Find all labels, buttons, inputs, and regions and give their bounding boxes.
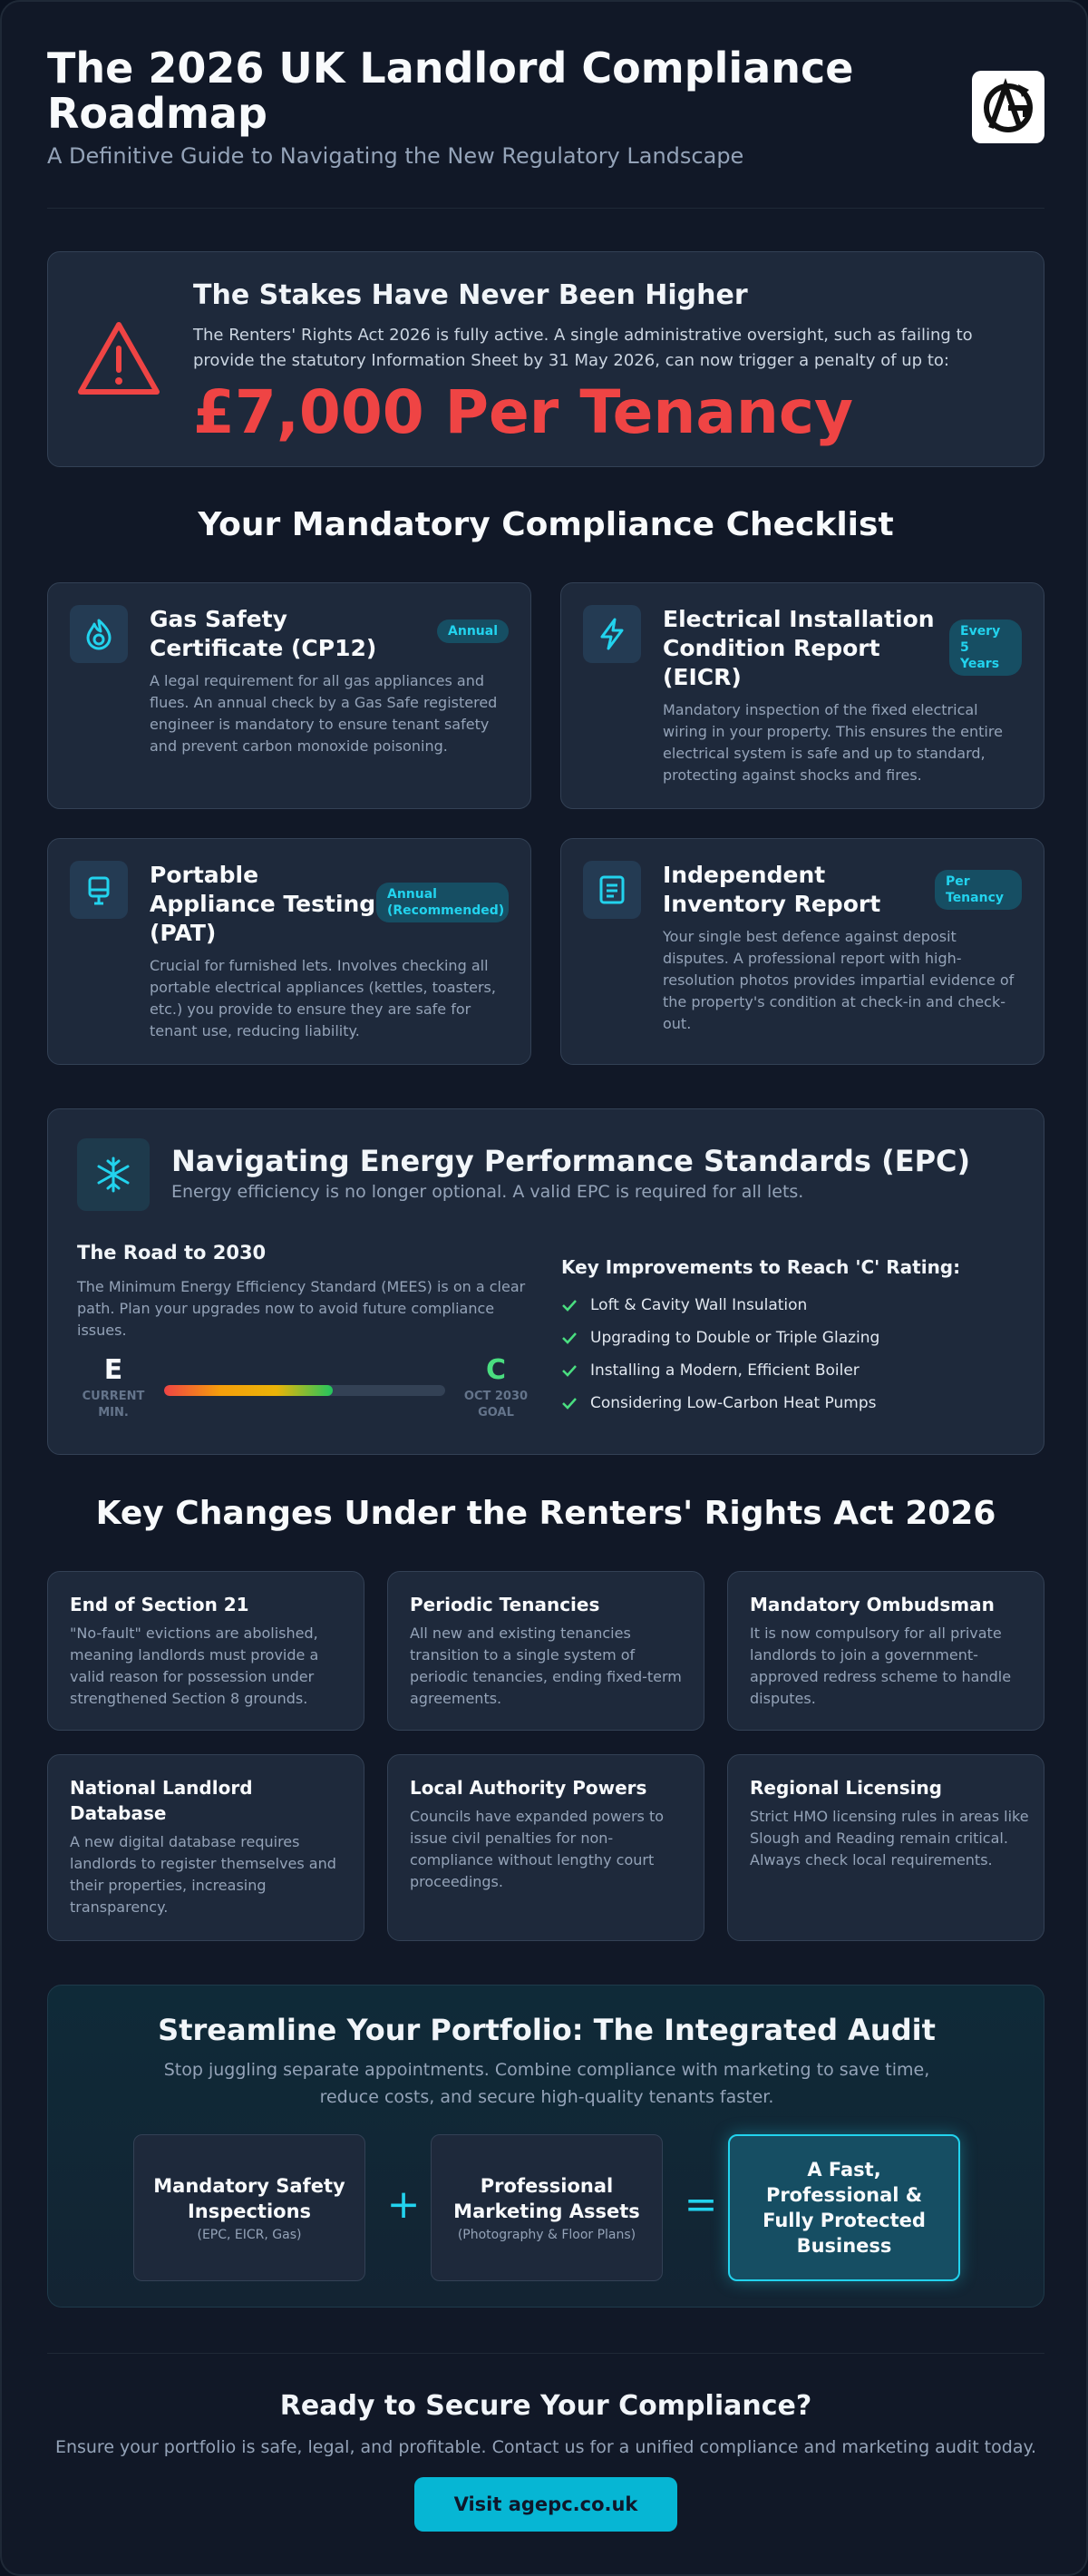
goal-rating-label: OCT 2030 GOAL xyxy=(463,1390,529,1420)
change-title: Mandatory Ombudsman xyxy=(750,1594,995,1615)
marketing-assets-box xyxy=(431,2134,663,2281)
frequency-badge: Every 5 Years xyxy=(949,620,1022,676)
ag-logo-icon xyxy=(978,77,1038,137)
epc-progress-fill xyxy=(164,1385,333,1396)
improvements-list xyxy=(561,1289,879,1420)
check-icon xyxy=(561,1330,578,1346)
stakes-text: The Renters' Rights Act 2026 is fully active. A single administrative oversight, such as failing to provide the statutory Information Sheet by 31 May 2026, can now trigger a penalty of up to: xyxy=(193,326,973,370)
improvement-label: Installing a Modern, Efficient Boiler xyxy=(590,1361,860,1380)
plug-icon xyxy=(70,861,128,919)
equals-icon: = xyxy=(684,2181,718,2228)
lightning-icon xyxy=(583,605,641,663)
snowflake-icon xyxy=(77,1138,150,1211)
epc-title: Navigating Energy Performance Standards (EPC) xyxy=(171,1144,971,1178)
checklist-item-title: Portable Appliance Testing (PAT) xyxy=(150,862,376,946)
check-icon xyxy=(561,1395,578,1411)
checklist-item-inventory xyxy=(560,838,1044,1065)
change-card-local-authority xyxy=(387,1754,704,1941)
result-text: A Fast, Professional & Fully Protected Business xyxy=(763,2159,926,2257)
change-card-ombudsman xyxy=(727,1571,1044,1731)
epc-card xyxy=(47,1108,1044,1455)
change-title: Local Authority Powers xyxy=(410,1777,647,1799)
current-rating-label: CURRENT MIN. xyxy=(82,1390,145,1420)
audit-title: Streamline Your Portfolio: The Integrated Audit xyxy=(158,2013,936,2047)
safety-inspections-box xyxy=(133,2134,365,2281)
box-subtitle: (EPC, EICR, Gas) xyxy=(197,2228,302,2242)
change-text: It is now compulsory for all private landlords to join a government-approved redress scheme to handle disputes. xyxy=(750,1625,1012,1707)
change-text: Strict HMO licensing rules in areas like Slough and Reading remain critical. Always check local requirements. xyxy=(750,1808,1029,1869)
header xyxy=(47,45,1044,209)
frequency-badge: Annual xyxy=(437,620,509,643)
box-title: Professional Marketing Assets xyxy=(453,2175,640,2222)
change-title: Periodic Tenancies xyxy=(410,1594,600,1615)
improvement-label: Loft & Cavity Wall Insulation xyxy=(590,1296,808,1314)
change-text: All new and existing tenancies transition to a single system of periodic tenancies, ending fixed-term agreements. xyxy=(410,1625,682,1707)
change-title: End of Section 21 xyxy=(70,1594,249,1615)
checklist-title: Your Mandatory Compliance Checklist xyxy=(198,506,894,543)
checklist-item-title: Independent Inventory Report xyxy=(663,862,881,917)
checklist-item-text: Your single best defence against deposit disputes. A professional report with high-resolution photos provides impartial evidence of the property's condition at check-in and check-out. xyxy=(663,928,1015,1032)
integrated-audit-card xyxy=(47,1985,1044,2308)
result-box xyxy=(728,2134,960,2281)
epc-subtitle: Energy efficiency is no longer optional. A valid EPC is required for all lets. xyxy=(171,1182,804,1202)
check-icon xyxy=(561,1362,578,1379)
changes-title: Key Changes Under the Renters' Rights Act 2026 xyxy=(95,1495,996,1532)
change-card-database xyxy=(47,1754,364,1941)
audit-text: Stop juggling separate appointments. Combine compliance with marketing to save time, reduce costs, and secure high-quality tenants faster. xyxy=(163,2060,930,2107)
page-subtitle: A Definitive Guide to Navigating the New Regulatory Landscape xyxy=(47,143,744,169)
improvement-label: Considering Low-Carbon Heat Pumps xyxy=(590,1394,877,1412)
checklist-item-text: Mandatory inspection of the fixed electrical wiring in your property. This ensures the entire electrical system is safe and up to standard, protecting against shocks and fires. xyxy=(663,701,1003,784)
epc-progress-bar xyxy=(164,1385,445,1396)
box-subtitle: (Photography & Floor Plans) xyxy=(457,2228,636,2242)
change-card-licensing xyxy=(727,1754,1044,1941)
checklist-item-text: A legal requirement for all gas appliances and flues. An annual check by a Gas Safe registered engineer is mandatory to ensure tenant safety and prevent carbon monoxide poisoning. xyxy=(150,672,498,755)
current-rating: E xyxy=(103,1354,123,1386)
warning-icon xyxy=(75,319,162,401)
list-item xyxy=(561,1354,879,1387)
plus-icon: + xyxy=(386,2181,421,2228)
change-text: Councils have expanded powers to issue civil penalties for non-compliance without lengthy court proceedings. xyxy=(410,1808,665,1890)
stakes-card xyxy=(47,251,1044,467)
penalty-amount: £7,000 Per Tenancy xyxy=(193,377,853,447)
frequency-badge: Annual (Recommended) xyxy=(376,883,509,922)
visit-website-button[interactable]: Visit agepc.co.uk xyxy=(414,2477,677,2532)
change-title: Regional Licensing xyxy=(750,1777,943,1799)
road-title: The Road to 2030 xyxy=(77,1242,267,1264)
checklist-item-title: Gas Safety Certificate (CP12) xyxy=(150,606,377,661)
checklist-item-title: Electrical Installation Condition Report (EICR) xyxy=(663,606,935,690)
checklist-item-pat xyxy=(47,838,531,1065)
improvement-label: Upgrading to Double or Triple Glazing xyxy=(590,1329,880,1347)
improvements-title: Key Improvements to Reach 'C' Rating: xyxy=(561,1256,961,1278)
change-text: A new digital database requires landlords to register themselves and their properties, increasing transparency. xyxy=(70,1833,336,1916)
list-item xyxy=(561,1387,879,1420)
frequency-badge: Per Tenancy xyxy=(935,870,1022,910)
flame-icon xyxy=(70,605,128,663)
change-card-periodic xyxy=(387,1571,704,1731)
list-item xyxy=(561,1289,879,1322)
cta-section xyxy=(47,2353,1044,2552)
list-item xyxy=(561,1322,879,1354)
page-title: The 2026 UK Landlord Compliance Roadmap xyxy=(47,44,854,138)
change-title: National Landlord Database xyxy=(70,1777,253,1824)
road-text: The Minimum Energy Efficiency Standard (MEES) is on a clear path. Plan your upgrades now to avoid future compliance issues. xyxy=(77,1278,526,1339)
checklist-item-gas xyxy=(47,582,531,809)
change-card-section21 xyxy=(47,1571,364,1731)
check-icon xyxy=(561,1297,578,1313)
stakes-title: The Stakes Have Never Been Higher xyxy=(193,279,748,311)
change-text: "No-fault" evictions are abolished, meaning landlords must provide a valid reason for possession under strengthened Section 8 grounds. xyxy=(70,1625,319,1707)
box-title: Mandatory Safety Inspections xyxy=(153,2175,345,2222)
checklist-item-text: Crucial for furnished lets. Involves checking all portable electrical appliances (kettles, toasters, etc.) you provide to ensure they are safe for tenant use, reducing liability. xyxy=(150,957,496,1039)
checklist-item-eicr xyxy=(560,582,1044,809)
ag-logo[interactable] xyxy=(972,71,1044,143)
document-icon xyxy=(583,861,641,919)
goal-rating: C xyxy=(485,1354,507,1386)
cta-text: Ensure your portfolio is safe, legal, and profitable. Contact us for a unified compliance and marketing audit today. xyxy=(54,2437,1037,2457)
cta-title: Ready to Secure Your Compliance? xyxy=(279,2390,812,2422)
